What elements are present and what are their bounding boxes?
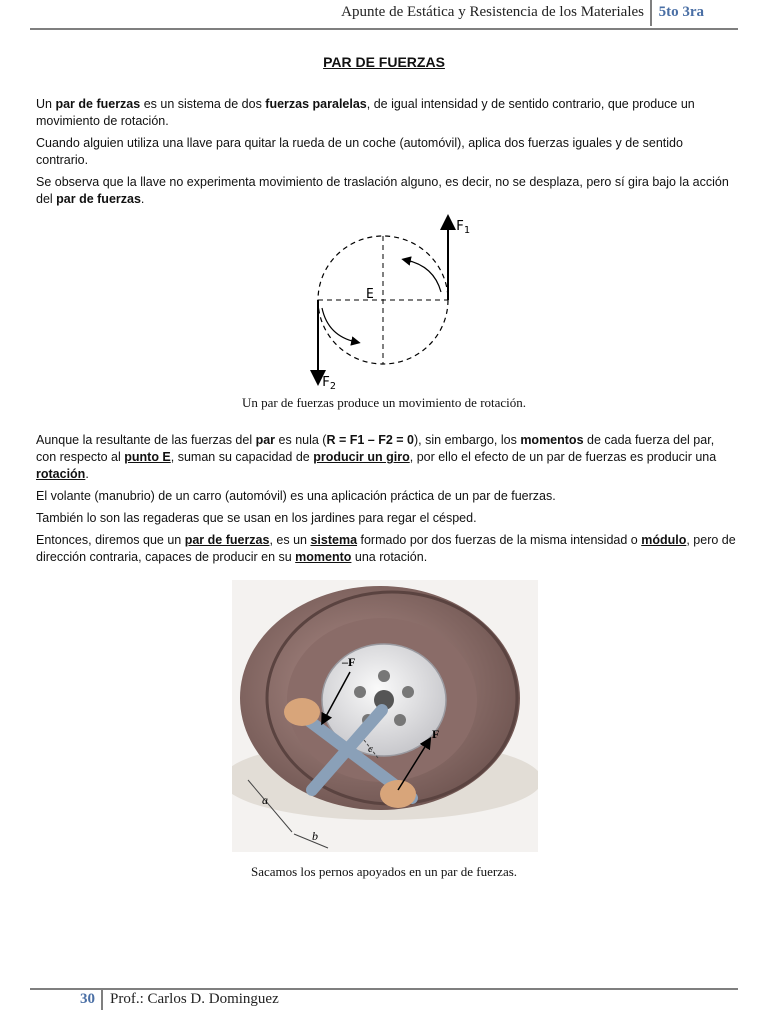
force-f2-label [322,375,336,392]
label-a: a [262,793,268,807]
lug-nut-bottom-right [394,714,406,726]
rotation-arrow-bottom [322,308,356,342]
lug-nut-right [402,686,414,698]
header-title: Apunte de Estática y Resistencia de los Materiales [341,4,644,20]
rotation-arrow-top [406,260,441,292]
paragraph [36,135,736,169]
paragraph-text: es nula ( [275,433,327,447]
paragraph [36,488,736,505]
footer-rule [30,988,738,990]
force-f1-label [456,219,470,236]
emphasized-text: momento [295,550,352,564]
paragraph-text: , suman su capacidad de [170,450,314,464]
paragraph-text: , por ello el efecto de un par de fuerzas es producir una [409,450,717,464]
emphasized-text: sistema [310,533,358,547]
page-number: 30 [80,991,95,1007]
emphasized-text: módulo [641,533,687,547]
couple-diagram [286,212,486,392]
header-divider [650,0,652,26]
lug-nut-top [378,670,390,682]
force-f2-letter: F [322,375,330,390]
paragraph-text: , de igual intensidad y de sentido contrario, que produce un movimiento de rotación. [36,97,695,128]
emphasized-text: fuerzas paralelas [265,97,367,111]
emphasized-text: producir un giro [313,450,410,464]
paragraph-text: También lo son las regaderas que se usan en los jardines para regar el césped. [36,511,477,525]
tire-wrench-illustration [232,580,538,852]
emphasized-text: par de fuerzas [184,533,270,547]
paragraph [36,532,736,566]
paragraph-text: Aunque la resultante de las fuerzas del [36,433,256,447]
paragraph-text: El volante (manubrio) de un carro (automóvil) es una aplicación práctica de un par de fuerzas. [36,489,556,503]
paragraph-text: , es un [269,533,311,547]
center-label-e: E [366,287,374,302]
emphasized-text: par de fuerzas [55,97,141,111]
left-hand [284,698,320,726]
paragraph-text: Cuando alguien utiliza una llave para quitar la rueda de un coche (automóvil), aplica dos fuerzas iguales y de sentido contrario. [36,136,683,167]
header-course: 5to 3ra [658,4,704,20]
paragraph-text: de cada fuerza del par, con respecto al [36,433,715,464]
emphasized-text: R = F1 – F2 = 0 [326,433,415,447]
page-title: PAR DE FUERZAS [323,54,445,70]
paragraph-text: es un sistema de dos [140,97,266,111]
emphasized-text: par de fuerzas [56,192,141,206]
label-neg-f: –F [342,655,356,669]
paragraph-text: ), sin embargo, los [414,433,521,447]
paragraph-text: Un [36,97,56,111]
explanation-paragraphs [36,432,736,571]
paragraph [36,96,736,130]
label-b: b [312,829,318,843]
label-f: F [432,727,440,741]
paragraph [36,510,736,527]
paragraph [36,174,736,208]
footer-author: Prof.: Carlos D. Dominguez [110,991,279,1007]
paragraph-text: Entonces, diremos que un [36,533,185,547]
page-header [30,0,738,30]
paragraph-text: una rotación. [351,550,428,564]
intro-paragraphs [36,96,736,213]
figure-caption: Sacamos los pernos apoyados en un par de fuerzas. [250,864,518,879]
force-f1-subscript: 1 [463,225,470,236]
diagram-caption: Un par de fuerzas produce un movimiento de rotación. [241,395,527,410]
force-f2-subscript: 2 [329,381,336,392]
paragraph-text: , pero de dirección contraria, capaces de producir en su [36,533,736,564]
paragraph-text: Se observa que la llave no experimenta movimiento de traslación alguno, es decir, no se desplaza, pero sí gira bajo la acción del [36,175,729,206]
paragraph [36,432,736,483]
paragraph-text: . [140,192,145,206]
emphasized-text: momentos [520,433,584,447]
emphasized-text: punto E [124,450,171,464]
label-c: c [368,743,373,755]
right-hand [380,780,416,808]
paragraph-text: . [85,467,89,481]
emphasized-text: rotación [36,467,86,481]
footer-divider [101,990,103,1010]
lug-nut-left [354,686,366,698]
force-f1-letter: F [456,219,464,234]
paragraph-text: formado por dos fuerzas de la misma intensidad o [357,533,642,547]
emphasized-text: par [255,433,276,447]
